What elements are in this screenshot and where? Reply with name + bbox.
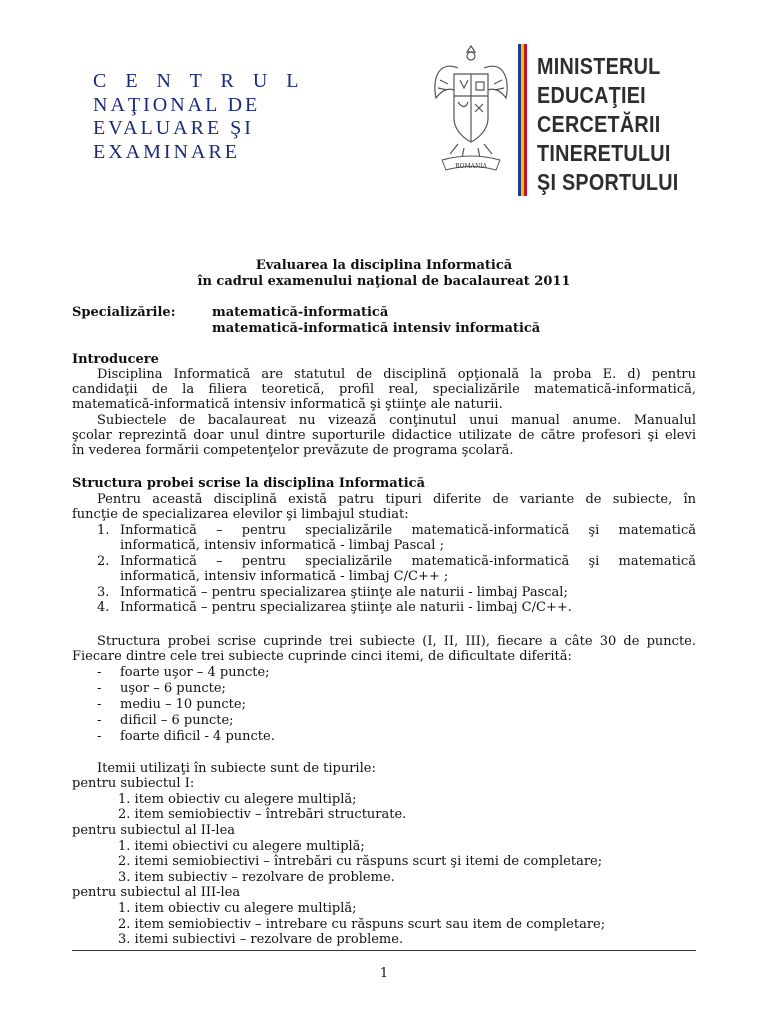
crest-banner-text: ROMANIA bbox=[455, 163, 487, 170]
itemi-group-label: pentru subiectul al II-lea bbox=[72, 823, 236, 838]
ministry-logo-text bbox=[537, 52, 679, 197]
itemi-group-label: pentru subiectul I: bbox=[72, 776, 195, 791]
intro-line: Disciplina Informatică are statutul de disciplină opţională la proba E. d) pentru bbox=[97, 367, 696, 382]
itemi-group-item: 3. item subiectiv – rezolvare de probleme. bbox=[118, 870, 395, 885]
variant-number: 1. bbox=[97, 523, 110, 538]
itemi-group-item: 2. item semiobiectiv – întrebări structurate. bbox=[118, 807, 407, 822]
structura-para2-line: Structura probei scrise cuprinde trei subiecte (I, II, III), fiecare a câte 30 de puncte. bbox=[97, 634, 696, 649]
bullet-dash: - bbox=[97, 665, 102, 680]
variant-line: Informatică – pentru specializările matematică-informatică şi matematică bbox=[120, 554, 696, 569]
intro-line: candidaţii de la filiera teoretică, profil real, specializările matematică-informatică, bbox=[72, 382, 696, 397]
ministry-line: ŞI SPORTULUI bbox=[537, 169, 679, 195]
ministry-line: TINERETULUI bbox=[537, 140, 671, 166]
cnee-line: NAŢIONAL DE bbox=[93, 93, 261, 116]
cnee-line: EVALUARE ŞI bbox=[93, 117, 254, 139]
itemi-group-label: pentru subiectul al III-lea bbox=[72, 885, 241, 900]
itemi-intro: Itemii utilizaţi în subiecte sunt de tipurile: bbox=[97, 761, 376, 776]
intro-line: şcolar reprezintă doar unul dintre suporturile didactice utilizate de către profesori şi elevi bbox=[72, 428, 696, 443]
variant-line: Informatică – pentru specializările matematică-informatică şi matematică bbox=[120, 523, 696, 538]
itemi-group-item: 2. item semiobiectiv – intrebare cu răspuns scurt sau item de completare; bbox=[118, 917, 606, 932]
cnee-logo-text bbox=[93, 70, 306, 164]
structura-intro-line: funcţie de specializarea elevilor şi limbajul studiat: bbox=[72, 507, 409, 522]
itemi-group-item: 1. item obiectiv cu alegere multiplă; bbox=[118, 901, 357, 916]
variant-number: 4. bbox=[97, 600, 110, 615]
difficulty-item: foarte uşor – 4 puncte; bbox=[120, 665, 270, 680]
cnee-line: C E N T R U L bbox=[93, 70, 306, 92]
flag-stripe-red bbox=[524, 44, 527, 196]
difficulty-item: foarte dificil - 4 puncte. bbox=[120, 729, 275, 744]
coat-of-arms-icon bbox=[428, 40, 514, 180]
cnee-line: EXAMINARE bbox=[93, 140, 240, 163]
variant-number: 3. bbox=[97, 585, 110, 600]
bullet-dash: - bbox=[97, 713, 102, 728]
variant-line: informatică, intensiv informatică - limbaj Pascal ; bbox=[120, 538, 444, 553]
structura-heading: Structura probei scrise la disciplina Informatică bbox=[72, 476, 425, 491]
difficulty-item: dificil – 6 puncte; bbox=[120, 713, 234, 728]
bullet-dash: - bbox=[97, 697, 102, 712]
itemi-group-item: 1. item obiectiv cu alegere multiplă; bbox=[118, 792, 357, 807]
variant-number: 2. bbox=[97, 554, 110, 569]
intro-line: matematică-informatică intensiv informatică şi ştiinţe ale naturii. bbox=[72, 397, 503, 412]
intro-line: în vederea formării competenţelor prevăzute de programa şcolară. bbox=[72, 443, 514, 458]
variant-line: Informatică – pentru specializarea ştiinţe ale naturii - limbaj Pascal; bbox=[120, 585, 568, 600]
variant-line: Informatică – pentru specializarea ştiinţe ale naturii - limbaj C/C++. bbox=[120, 600, 572, 615]
ministry-line: MINISTERUL bbox=[537, 53, 661, 79]
intro-line: Subiectele de bacalaureat nu vizează conţinutul unui manual anume. Manualul bbox=[97, 413, 696, 428]
difficulty-item: mediu – 10 puncte; bbox=[120, 697, 246, 712]
bullet-dash: - bbox=[97, 729, 102, 744]
bullet-dash: - bbox=[97, 681, 102, 696]
specializare-item: matematică-informatică intensiv informatică bbox=[212, 321, 541, 336]
footer-divider bbox=[72, 950, 696, 951]
variant-line: informatică, intensiv informatică - limbaj C/C++ ; bbox=[120, 569, 449, 584]
itemi-group-item: 2. itemi semiobiectivi – întrebări cu răspuns scurt şi itemi de completare; bbox=[118, 854, 603, 869]
itemi-group-item: 1. itemi obiectivi cu alegere multiplă; bbox=[118, 839, 365, 854]
ministry-line: CERCETĂRII bbox=[537, 111, 661, 137]
difficulty-item: uşor – 6 puncte; bbox=[120, 681, 226, 696]
ministry-line: EDUCAŢIEI bbox=[537, 82, 646, 108]
structura-intro-line: Pentru această disciplină există patru tipuri diferite de variante de subiecte, în bbox=[97, 492, 696, 507]
document-title-line2: în cadrul examenului naţional de bacalaureat 2011 bbox=[197, 274, 571, 289]
specializari-label: Specializările: bbox=[72, 305, 176, 320]
document-title-line1: Evaluarea la disciplina Informatică bbox=[255, 258, 513, 273]
itemi-group-item: 3. itemi subiectivi – rezolvare de probleme. bbox=[118, 932, 404, 947]
specializare-item: matematică-informatică bbox=[212, 305, 389, 320]
page-number: 1 bbox=[379, 966, 389, 981]
structura-para2-line: Fiecare dintre cele trei subiecte cuprinde cinci itemi, de dificultate diferită: bbox=[72, 649, 572, 664]
intro-heading: Introducere bbox=[72, 352, 159, 367]
